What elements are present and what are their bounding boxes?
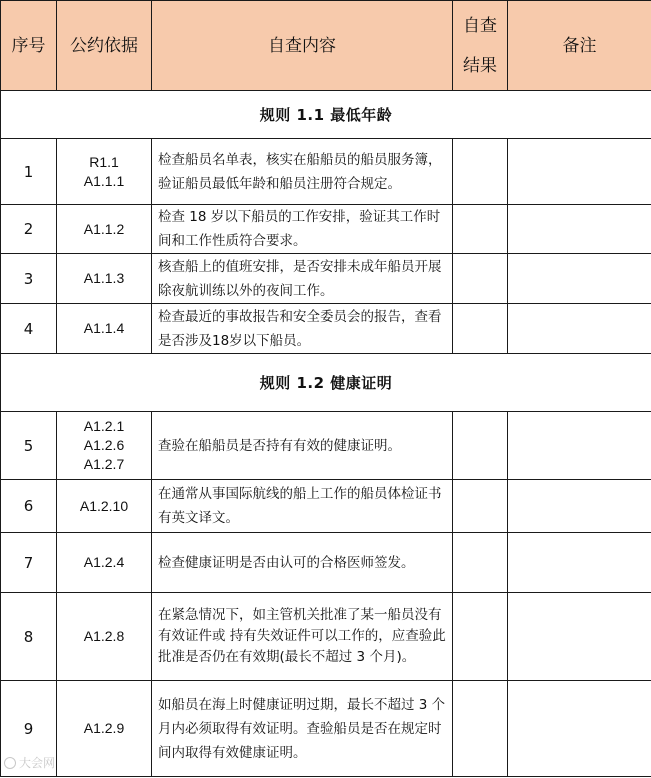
header-result xyxy=(453,1,508,91)
ref-line: A1.2.1 xyxy=(83,418,125,434)
header-result-label: 自查结果 xyxy=(463,15,497,76)
row-remark-cell[interactable] xyxy=(508,593,651,681)
table-row xyxy=(1,480,651,533)
row-result-cell[interactable] xyxy=(453,480,508,533)
row-ref xyxy=(57,593,152,681)
row-no: 6 xyxy=(1,480,57,533)
row-result-cell[interactable] xyxy=(453,139,508,205)
ref-line: A1.1.1 xyxy=(83,172,125,189)
row-ref xyxy=(57,304,152,354)
watermark-logo-icon xyxy=(4,757,16,769)
table-row xyxy=(1,139,651,205)
table-row xyxy=(1,681,651,777)
table-row xyxy=(1,412,651,480)
row-content: 检查最近的事故报告和安全委员会的报告，查看是否涉及18岁以下船员。 xyxy=(152,304,453,354)
row-remark-cell[interactable] xyxy=(508,139,651,205)
section-row xyxy=(1,91,651,139)
ref-line: A1.2.9 xyxy=(83,720,125,736)
header-no: 序号 xyxy=(1,1,57,91)
row-no: 9 xyxy=(1,681,57,777)
header-content: 自查内容 xyxy=(152,1,453,91)
row-remark-cell[interactable] xyxy=(508,254,651,304)
row-no: 8 xyxy=(1,593,57,681)
ref-line: R1.1 xyxy=(89,153,119,170)
row-ref xyxy=(57,139,152,205)
row-remark-cell[interactable] xyxy=(508,480,651,533)
ref-line: A1.1.2 xyxy=(83,220,125,237)
watermark xyxy=(4,754,55,771)
row-ref xyxy=(57,205,152,254)
row-result-cell[interactable] xyxy=(453,304,508,354)
table-row xyxy=(1,593,651,681)
ref-line: A1.2.4 xyxy=(83,554,125,570)
header-row xyxy=(1,1,651,91)
row-content: 查验在船船员是否持有有效的健康证明。 xyxy=(152,412,453,480)
row-remark-cell[interactable] xyxy=(508,304,651,354)
row-no: 4 xyxy=(1,304,57,354)
row-result-cell[interactable] xyxy=(453,681,508,777)
row-content: 检查船员名单表，核实在船船员的船员服务簿，验证船员最低年龄和船员注册符合规定。 xyxy=(152,139,453,205)
ref-line: A1.2.6 xyxy=(83,437,125,453)
row-ref xyxy=(57,533,152,593)
row-result-cell[interactable] xyxy=(453,254,508,304)
row-remark-cell[interactable] xyxy=(508,681,651,777)
row-content: 如船员在海上时健康证明过期，最长不超过 3 个月内必须取得有效证明。查验船员是否在规定时间内取得有效健康证明。 xyxy=(152,681,453,777)
row-no: 3 xyxy=(1,254,57,304)
ref-line: A1.2.7 xyxy=(83,456,125,472)
ref-line: A1.1.3 xyxy=(83,270,125,286)
section-title: 规则 1.2 健康证明 xyxy=(1,354,651,412)
row-content: 检查 18 岁以下船员的工作安排，验证其工作时间和工作性质符合要求。 xyxy=(152,205,453,254)
row-ref xyxy=(57,412,152,480)
row-no: 2 xyxy=(1,205,57,254)
row-content: 在紧急情况下，如主管机关批准了某一船员没有有效证件或 持有失效证件可以工作的，应查验此批准是否仍在有效期(最长不超过 3 个月)。 xyxy=(152,593,453,681)
row-content: 在通常从事国际航线的船上工作的船员体检证书有英文译文。 xyxy=(152,480,453,533)
row-remark-cell[interactable] xyxy=(508,533,651,593)
section-row xyxy=(1,354,651,412)
row-content: 检查健康证明是否由认可的合格医师签发。 xyxy=(152,533,453,593)
row-ref xyxy=(57,480,152,533)
row-ref xyxy=(57,254,152,304)
row-ref xyxy=(57,681,152,777)
row-no: 1 xyxy=(1,139,57,205)
row-remark-cell[interactable] xyxy=(508,412,651,480)
table-row xyxy=(1,304,651,354)
row-no: 7 xyxy=(1,533,57,593)
row-no: 5 xyxy=(1,412,57,480)
ref-line: A1.2.8 xyxy=(83,628,125,644)
ref-line: A1.1.4 xyxy=(83,320,125,336)
row-remark-cell[interactable] xyxy=(508,205,651,254)
table-row xyxy=(1,205,651,254)
header-remark: 备注 xyxy=(508,1,651,91)
table-row xyxy=(1,254,651,304)
row-content: 核查船上的值班安排，是否安排未成年船员开展除夜航训练以外的夜间工作。 xyxy=(152,254,453,304)
row-result-cell[interactable] xyxy=(453,593,508,681)
ref-line: A1.2.10 xyxy=(79,497,129,514)
watermark-text: 大会网 xyxy=(19,756,56,770)
row-result-cell[interactable] xyxy=(453,205,508,254)
section-title: 规则 1.1 最低年龄 xyxy=(1,91,651,139)
row-result-cell[interactable] xyxy=(453,412,508,480)
table-row xyxy=(1,533,651,593)
header-basis: 公约依据 xyxy=(57,1,152,91)
row-result-cell[interactable] xyxy=(453,533,508,593)
